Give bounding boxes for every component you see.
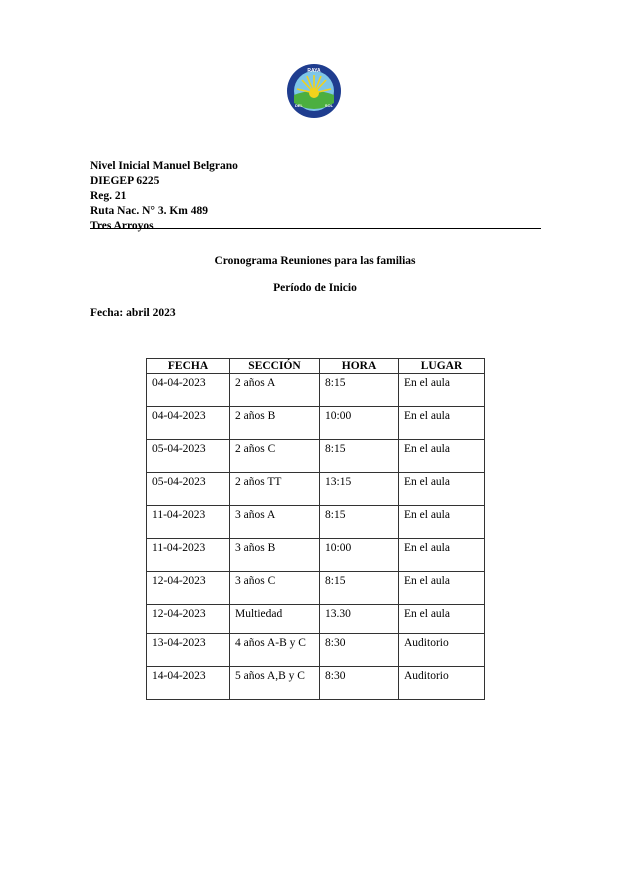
table-row [147,634,485,667]
cell-seccion: 3 años C [230,572,320,605]
cell-lugar: En el aula [399,506,485,539]
table-row [147,667,485,700]
cell-hora: 8:15 [320,374,399,407]
schedule-table [146,358,485,700]
cell-seccion: 5 años A,B y C [230,667,320,700]
document-subtitle: Período de Inicio [273,282,357,294]
cell-seccion: 4 años A-B y C [230,634,320,667]
cell-seccion: 2 años A [230,374,320,407]
cell-seccion: 3 años B [230,539,320,572]
cell-hora: 13:15 [320,473,399,506]
cell-fecha: 13-04-2023 [147,634,230,667]
col-header-fecha: FECHA [147,359,230,374]
table-row [147,407,485,440]
svg-text:SOL: SOL [324,103,334,108]
table-row [147,539,485,572]
cell-hora: 8:15 [320,572,399,605]
cell-fecha: 04-04-2023 [147,407,230,440]
table-row [147,572,485,605]
table-row [147,374,485,407]
school-header [90,159,238,234]
document-date: Fecha: abril 2023 [90,307,176,319]
cell-hora: 8:15 [320,440,399,473]
header-divider [90,228,541,229]
cell-fecha: 12-04-2023 [147,605,230,634]
cell-lugar: Auditorio [399,667,485,700]
col-header-hora: HORA [320,359,399,374]
cell-seccion: 2 años B [230,407,320,440]
header-line-city: Tres Arroyos [90,220,154,232]
cell-seccion: 3 años A [230,506,320,539]
cell-lugar: En el aula [399,605,485,634]
table-row [147,605,485,634]
cell-fecha: 11-04-2023 [147,506,230,539]
header-line-reg: Reg. 21 [90,190,127,202]
cell-lugar: En el aula [399,539,485,572]
cell-lugar: En el aula [399,440,485,473]
svg-text:DEL: DEL [295,103,303,108]
cell-seccion: 2 años C [230,440,320,473]
cell-hora: 13.30 [320,605,399,634]
col-header-lugar: LUGAR [399,359,485,374]
table-row [147,440,485,473]
cell-fecha: 05-04-2023 [147,473,230,506]
cell-hora: 10:00 [320,539,399,572]
cell-fecha: 12-04-2023 [147,572,230,605]
cell-hora: 8:30 [320,634,399,667]
cell-fecha: 05-04-2023 [147,440,230,473]
cell-lugar: En el aula [399,374,485,407]
cell-fecha: 11-04-2023 [147,539,230,572]
cell-fecha: 14-04-2023 [147,667,230,700]
cell-lugar: En el aula [399,572,485,605]
col-header-seccion: SECCIÓN [230,359,320,374]
cell-seccion: 2 años TT [230,473,320,506]
cell-fecha: 04-04-2023 [147,374,230,407]
header-line-name: Nivel Inicial Manuel Belgrano [90,160,238,172]
cell-lugar: En el aula [399,407,485,440]
cell-lugar: Auditorio [399,634,485,667]
header-line-ruta: Ruta Nac. N° 3. Km 489 [90,205,208,217]
cell-lugar: En el aula [399,473,485,506]
cell-hora: 8:15 [320,506,399,539]
header-line-diegep: DIEGEP 6225 [90,175,160,187]
cell-seccion: Multiedad [230,605,320,634]
table-row [147,473,485,506]
table-row [147,506,485,539]
document-title: Cronograma Reuniones para las familias [214,255,416,267]
svg-text:RAYA: RAYA [307,68,321,74]
school-logo [286,63,342,119]
cell-hora: 10:00 [320,407,399,440]
table-header-row [147,359,485,374]
cell-hora: 8:30 [320,667,399,700]
